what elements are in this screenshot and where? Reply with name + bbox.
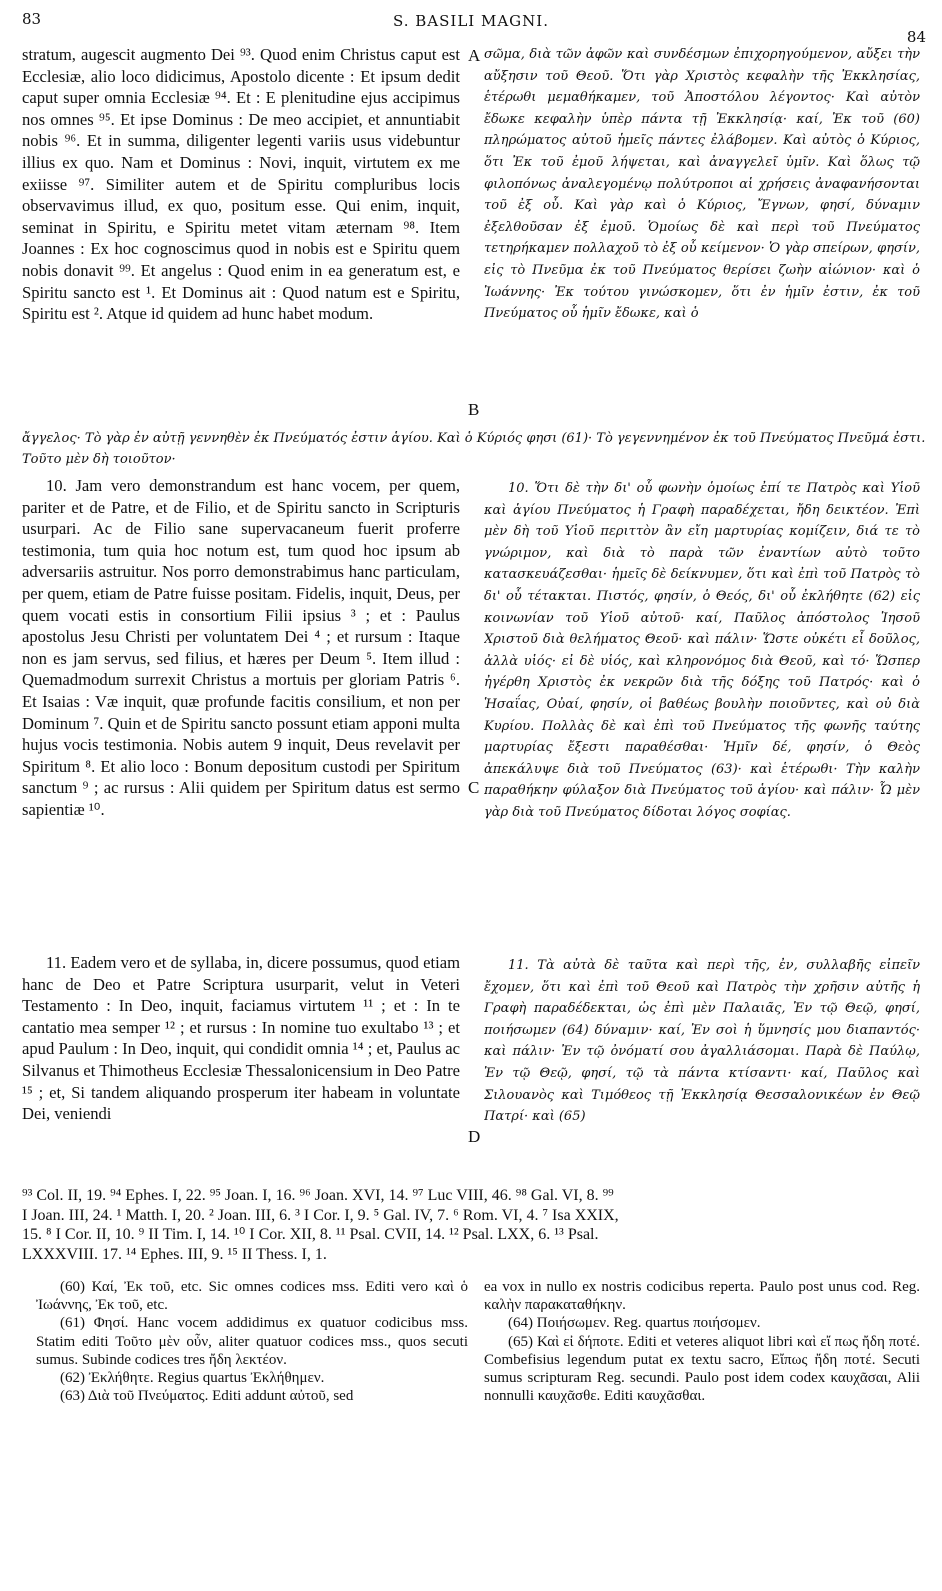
footnote-line: LXXXVIII. 17. ¹⁴ Ephes. III, 9. ¹⁵ II Thess. I, 1.	[22, 1245, 327, 1263]
running-title: S. BASILI MAGNI.	[393, 12, 549, 30]
greek-paragraph: σῶμα, διὰ τῶν ἀφῶν καὶ συνδέσμων ἐπιχορηγούμενον, αὔξει τὴν αὔξησιν τοῦ Θεοῦ. Ὅτι γὰρ Χριστὸς κεφαλὴν τῆς Ἐκκλησίας, ἑτέρωθι μεμαθήκαμεν, τοῦ Ἀποστόλου λέγοντος· Καὶ αὐτὸν ἔδωκε κεφαλὴν ὑπὲρ πάντα τῇ Ἐκκλησίᾳ· καί, Ἐκ τοῦ (60) πληρώματος αὐτοῦ ἡμεῖς πάντες ἐλάβομεν. Καὶ αὐτὸς ὁ Κύριος, ὅτι Ἐκ τοῦ ἐμοῦ λήψεται, καὶ ἀναγγελεῖ ὑμῖν. Καὶ ὅλως τῷ φιλοπόνως ἀναλεγομένῳ πολύτροποι αἱ χρήσεις ἀναφανήσονται τοῦ ἐξ οὗ. Καὶ γὰρ καὶ ὁ Κύριος, Ἔγνων, φησί, δύναμιν ἐξελθοῦσαν ἐξ ἐμοῦ. Ὁμοίως δὲ καὶ περὶ τοῦ Πνεύματος τετηρήκαμεν πολλαχοῦ τὸ ἐξ οὗ κείμενον· Ὁ γὰρ σπείρων, φησίν, εἰς τὸ Πνεῦμα ἐκ τοῦ Πνεύματος θερίσει ζωὴν αἰώνιον· καὶ ὁ Ἰωάννης· Ἐκ τούτου γινώσκομεν, ὅτι ἐν ἡμῖν ἐστιν, ἐκ τοῦ Πνεύματος οὗ ἡμῖν ἔδωκε, καὶ ὁ	[484, 47, 920, 322]
greek-full-width-lines	[22, 428, 926, 472]
latin-section-10	[22, 475, 460, 935]
greek-paragraph: 10. Ὅτι δὲ τὴν δι' οὗ φωνὴν ὁμοίως ἐπί τε Πατρὸς καὶ Υἱοῦ καὶ ἁγίου Πνεύματος ἡ Γραφὴ παραδέχεται, ἤδη δεικτέον. Ἐπὶ μὲν δὴ τοῦ Υἱοῦ περιττὸν ἂν εἴη μαρτυρίας κομίζειν, διά τε τὸ γνώριμον, καὶ διὰ τὸ παρὰ τῶν ἐναντίων αὐτὸ τοῦτο κατασκευάζεσθαι· ἡμεῖς δὲ δείκνυμεν, ὅτι καὶ ἐπὶ τοῦ Πατρὸς τὸ δι' οὗ τέτακται. Πιστός, φησίν, ὁ Θεός, δι' οὗ ἐκλήθητε (62) εἰς κοινωνίαν τοῦ Υἱοῦ αὐτοῦ· καί, Παῦλος ἀπόστολος Ἰησοῦ Χριστοῦ διὰ θελήματος Θεοῦ· καὶ πάλιν· Ὥστε οὐκέτι εἶ δοῦλος, ἀλλὰ υἱός· εἰ δὲ υἱός, καὶ κληρονόμος διὰ Θεοῦ, καὶ τό· Ὥσπερ ἠγέρθη Χριστὸς ἐκ νεκρῶν διὰ τῆς δόξης τοῦ Πατρός· καὶ ὁ Ἡσαΐας, Οὐαί, φησίν, οἱ βαθέως βουλὴν ποιοῦντες, καὶ οὐ διὰ Κυρίου. Πολλὰς δὲ καὶ ἐπὶ τοῦ Πνεύματος τῆς φωνῆς ταύτης μαρτυρίας ἔξεστι παραθέσθαι· Ἡμῖν δέ, φησίν, ὁ Θεὸς ἀπεκάλυψε διὰ τοῦ Πνεύματος (63)· καὶ ἑτέρωθι· Τὴν καλὴν παραθήκην φύλαξον διὰ Πνεύματος τοῦ ἁγίου· καὶ πάλιν· Ὧ μὲν γὰρ διὰ τοῦ Πνεύματος δίδοται λόγος σοφίας.	[484, 481, 920, 820]
margin-letter-b: B	[468, 400, 480, 419]
footnote-line: 15. ⁸ I Cor. II, 10. ⁹ II Tim. I, 14. ¹⁰ I Cor. XII, 8. ¹¹ Psal. CVII, 14. ¹² Psal. LXX, 6. ¹³ Psal.	[22, 1226, 599, 1243]
editorial-note: (61) Φησί. Hanc vocem addidimus ex quatuor codicibus mss. Statim editi Τοῦτο μὲν οὖν, aliter quatuor codices mss., quos secuti sumus. Subinde codices tres ἤδη λεκτέον.	[36, 1315, 468, 1368]
editorial-note: (65) Καὶ εἰ δήποτε. Editi et veteres aliquot libri καὶ εἴ πως ἤδη ποτέ. Combefisius legendum putat ex textu sacro, Εἴπως ἤδη ποτέ. Secuti sumus scripturam Reg. secundi. Paulo post idem codex καυχᾶσαι, Alii nonnulli καυχᾶσθε. Editi καυχᾶσθαι.	[484, 1333, 920, 1405]
margin-letter-d: D	[468, 1127, 481, 1146]
editorial-note: (63) Διὰ τοῦ Πνεύματος. Editi addunt αὐτοῦ, sed	[60, 1388, 354, 1405]
page-number-right: 84	[906, 28, 926, 46]
latin-section-9	[22, 44, 460, 409]
page-header	[0, 10, 942, 46]
editorial-notes-right	[484, 1278, 920, 1405]
margin-letter-a: A	[468, 46, 481, 65]
footnote-line: ⁹³ Col. II, 19. ⁹⁴ Ephes. I, 22. ⁹⁵ Joan. I, 16. ⁹⁶ Joan. XVI, 14. ⁹⁷ Luc VIII, 46. ⁹⁸ Gal. VI, 8. ⁹⁹	[22, 1187, 614, 1204]
greek-section-9	[484, 44, 920, 409]
greek-paragraph: 11. Τὰ αὐτὰ δὲ ταῦτα καὶ περὶ τῆς, ἐν, συλλαβῆς εἰπεῖν ἔχομεν, ὅτι καὶ ἐπὶ τοῦ Θεοῦ καὶ Πατρὸς τὴν χρῆσιν αὐτῆς ἡ Γραφὴ παραδέδεκται, ὡς ἐπὶ μὲν Παλαιᾶς, Ἐν τῷ Θεῷ, φησί, ποιήσωμεν (64) δύναμιν· καί, Ἐν σοὶ ἡ ὕμνησίς μου διαπαντός· καὶ πάλιν· Ἐν τῷ ὀνόματί σου ἀγαλλιάσομαι. Παρὰ δὲ Παύλῳ, Ἐν τῷ Θεῷ, φησί, τῷ τὰ πάντα κτίσαντι· καί, Παῦλος καὶ Σιλουανὸς καὶ Τιμόθεος τῇ Ἐκκλησίᾳ Θεσσαλονικέων ἐν Θεῷ Πατρί· καὶ (65)	[484, 958, 920, 1125]
editorial-note: (64) Ποιήσωμεν. Reg. quartus ποιήσομεν.	[508, 1315, 761, 1332]
footnote-line: I Joan. III, 24. ¹ Matth. I, 20. ² Joan. III, 6. ³ I Cor. I, 9. ⁵ Gal. IV, 7. ⁶ Rom. VI, 4. ⁷ Isa XXIX,	[22, 1206, 619, 1224]
scripture-footnotes	[22, 1186, 926, 1264]
greek-paragraph-continuation: ἄγγελος· Τὸ γὰρ ἐν αὐτῇ γεννηθὲν ἐκ Πνεύματός ἐστιν ἁγίου. Καὶ ὁ Κύριός φησι (61)· Τὸ γεγεννημένον ἐκ τοῦ Πνεύματος Πνεῦμά ἐστι. Τοῦτο μὲν δὴ τοιοῦτον·	[22, 431, 926, 467]
latin-section-11	[22, 952, 460, 1177]
latin-paragraph: 11. Eadem vero et de syllaba, in, dicere possumus, quod etiam hanc de Deo et Patre Scriptura usurparit, velut in Veteri Testamento : In Deo, inquit, faciamus virtutem ¹¹ ; et : In te cantatio mea semper ¹² ; et rursus : In nomine tuo exultabo ¹³ ; et apud Paulum : In Deo, inquit, qui condidit omnia ¹⁴ ; et, Paulus ac Silvanus et Thimotheus Ecclesiæ Thessalonicensium in Deo Patre ¹⁵ ; et, Si tandem aliquando prosperum iter habeam in voluntate Dei, veniendi	[22, 953, 460, 1124]
latin-paragraph: 10. Jam vero demonstrandum est hanc vocem, per quem, pariter et de Patre, et de Filio, et de Spiritu sancto in Scripturis usurpari. Ac de Filio sane supervacaneum fuerit proferre testimonia, tum quia hoc notum est, tum quod hoc ipsum ab adversariis astruitur. Nos porro demonstrabimus hanc particulam, per quem, etiam de Patre fuisse positam. Fidelis, inquit, Deus, per quem vocati estis in consortium Filii ipsius ³ ; et : Paulus apostolus Jesu Christi per voluntatem Dei ⁴ ; et rursum : Itaque non es jam servus, sed filius, et hæres per Deum ⁵. Item illud : Quemadmodum surrexit Christus a mortuis per gloriam Patris ⁶. Et Isaias : Væ inquit, quæ profunde facitis consilium, et non per Dominum ⁷. Quin et de Spiritu sancto possunt etiam apponi multa hujus vocis testimonia. Nobis autem 9 inquit, Deus revelavit per Spiritum ⁸. Et alio loco : Bonum depositum custodi per Spiritum sanctum ⁹ ; ac rursus : Alii quidem per Spiritum datus est sermo sapientiæ ¹⁰.	[22, 476, 460, 819]
latin-paragraph: stratum, augescit augmento Dei ⁹³. Quod enim Christus caput est Ecclesiæ, alio loco didicimus, Apostolo dicente : Et ipsum dedit caput super omnia Ecclesiæ ⁹⁴. Et : E plenitudine ejus accipimus nos omnes ⁹⁵. Et ipse Dominus : De meo accipiet, et annuntiabit nobis ⁹⁶. Et in summa, diligenter legenti variis usus videbuntur illius ex quo. Nam et Dominus : Novi, inquit, virtutem ex me exiisse ⁹⁷. Similiter autem et de Spiritu compluribus locis observavimus illud, ex quo, positum esse. Qui enim, inquit, seminat in Spiritu, e Spiritu metet vitam æternam ⁹⁸. Item Joannes : Ex hoc cognoscimus quod in nobis est e Spiritu quem nobis donavit ⁹⁹. Et angelus : Quod enim in ea generatum est, e Spiritu sancto est ¹. Et Dominus ait : Quod natum est e Spiritu, Spiritu est ². Atque id quidem ad hunc habet modum.	[22, 45, 460, 324]
greek-section-10	[484, 478, 920, 938]
page-number-left: 83	[22, 10, 42, 28]
editorial-note: (62) Ἐκλήθητε. Regius quartus Ἐκλήθημεν.	[60, 1370, 325, 1387]
editorial-note: (60) Καί, Ἐκ τοῦ, etc. Sic omnes codices mss. Editi vero καὶ ὁ Ἰωάννης, Ἐκ τοῦ, etc.	[36, 1279, 468, 1314]
margin-letter-c: C	[468, 778, 480, 797]
editorial-note: ea vox in nullo ex nostris codicibus reperta. Paulo post unus cod. Reg. καλὴν παρακαταθήκην.	[484, 1279, 920, 1314]
editorial-notes-left	[36, 1278, 468, 1405]
greek-section-11	[484, 955, 920, 1180]
